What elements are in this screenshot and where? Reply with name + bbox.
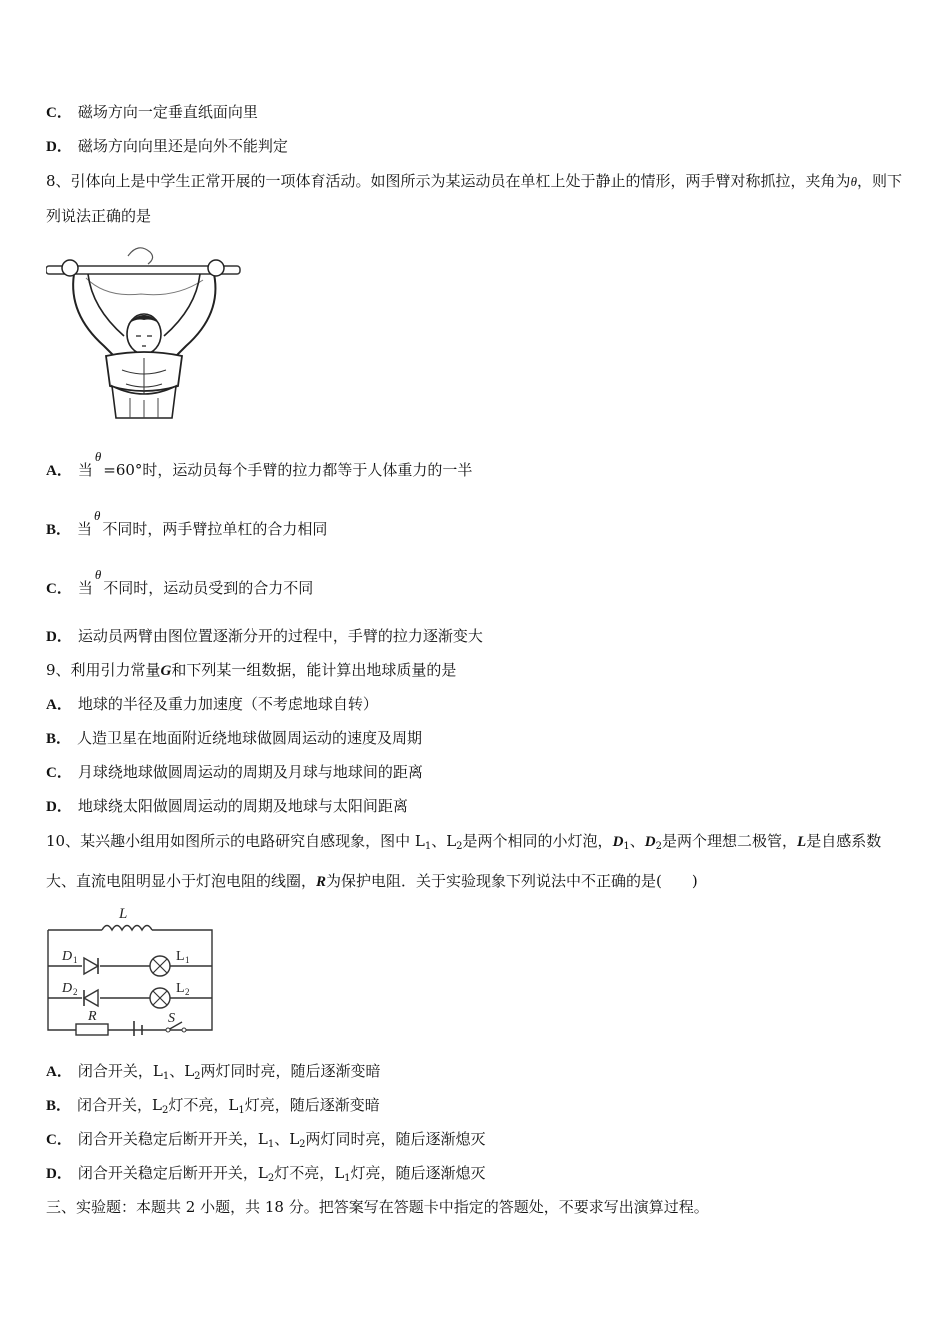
q10-option-b bbox=[46, 1095, 380, 1121]
label-l2-sub: 2 bbox=[185, 987, 190, 997]
theta-symbol: θ bbox=[94, 508, 101, 523]
q9-option-a bbox=[46, 694, 378, 715]
q10-stem-part: 是两个理想二极管， bbox=[662, 832, 798, 850]
subscript: 2 bbox=[456, 841, 463, 852]
subscript: 2 bbox=[194, 1071, 201, 1082]
option-text: 磁场方向一定垂直纸面向里 bbox=[77, 103, 258, 121]
option-text: 灯不亮，L bbox=[168, 1096, 239, 1114]
label-resistor: R bbox=[88, 1009, 97, 1024]
option-text: 运动员两臂由图位置逐渐分开的过程中，手臂的拉力逐渐变大 bbox=[77, 627, 483, 645]
option-label: B． bbox=[46, 731, 72, 747]
option-text: 闭合开关，L bbox=[77, 1062, 163, 1080]
theta-symbol: θ bbox=[94, 449, 102, 464]
q7-option-c bbox=[46, 102, 258, 123]
q10-stem-part: 、L bbox=[431, 832, 457, 850]
q8-stem bbox=[46, 164, 908, 233]
label-l2: L bbox=[176, 981, 185, 996]
q8-stem-end: ，则下列说法正确的是 bbox=[46, 172, 902, 225]
option-label: A． bbox=[46, 1064, 72, 1080]
option-text: 磁场方向向里还是向外不能判定 bbox=[77, 137, 288, 155]
subscript: 1 bbox=[424, 841, 432, 852]
subscript: 2 bbox=[267, 1173, 275, 1184]
label-d2: D bbox=[62, 981, 73, 996]
q10-stem bbox=[46, 824, 908, 899]
q10-option-a bbox=[46, 1061, 381, 1087]
label-inductor: L bbox=[119, 906, 128, 922]
subscript: 2 bbox=[655, 841, 663, 852]
q8-option-d bbox=[46, 626, 483, 647]
option-text: 、L bbox=[169, 1062, 195, 1080]
option-text: 闭合开关，L bbox=[77, 1096, 162, 1114]
option-text: 不同时，两手臂拉单杠的合力相同 bbox=[102, 520, 328, 538]
q10-option-c bbox=[46, 1129, 486, 1155]
option-text: =60°时，运动员每个手臂的拉力都等于人体重力的一半 bbox=[103, 461, 473, 479]
subscript: 1 bbox=[238, 1105, 245, 1116]
diode-d1 bbox=[84, 958, 98, 974]
option-text: 月球绕地球做圆周运动的周期及月球与地球间的距离 bbox=[77, 763, 423, 781]
option-text: 两灯同时亮，随后逐渐熄灭 bbox=[305, 1130, 486, 1148]
q10-stem-part: 是两个相同的小灯泡， bbox=[462, 832, 613, 850]
q9-stem-b: 和下列某一组数据，能计算出地球质量的是 bbox=[171, 661, 457, 679]
option-label: A． bbox=[46, 697, 72, 713]
option-label: B． bbox=[46, 522, 72, 538]
inductor-circuit-diagram bbox=[44, 900, 216, 1036]
option-label: B． bbox=[46, 1098, 72, 1114]
label-d2-sub: 2 bbox=[73, 987, 78, 997]
q8-stem-text: 8、引体向上是中学生正常开展的一项体育活动。如图所示为某运动员在单杠上处于静止的情形，两手臂对称抓拉，夹角为 bbox=[46, 172, 851, 190]
q10-stem-part: 、 bbox=[629, 832, 645, 850]
q10-stem-part: 为保护电阻．关于实验现象下列说法中不正确的是( ) bbox=[326, 872, 698, 890]
option-label: C． bbox=[46, 1132, 72, 1148]
q9-stem bbox=[46, 660, 456, 681]
subscript: 2 bbox=[161, 1105, 169, 1116]
label-d1: D bbox=[62, 949, 73, 964]
q9-stem-a: 9、利用引力常量 bbox=[46, 661, 161, 679]
option-label: A． bbox=[46, 463, 72, 479]
option-label: C． bbox=[46, 105, 72, 121]
q9-option-d bbox=[46, 796, 408, 817]
subscript: 2 bbox=[299, 1139, 306, 1150]
q10-option-d bbox=[46, 1163, 486, 1189]
option-text: 、L bbox=[274, 1130, 300, 1148]
diode-d2 bbox=[84, 990, 98, 1006]
subscript: 1 bbox=[623, 841, 630, 852]
option-label: D． bbox=[46, 799, 72, 815]
q10-stem-part: 10、某兴趣小组用如图所示的电路研究自感现象，图中 L bbox=[46, 832, 425, 850]
option-text: 灯亮，随后逐渐变暗 bbox=[244, 1096, 380, 1114]
option-text: 地球的半径及重力加速度（不考虑地球自转） bbox=[77, 695, 378, 713]
option-prefix: 当 bbox=[77, 461, 93, 479]
label-d1-sub: 1 bbox=[73, 955, 78, 965]
resistor-symbol: R bbox=[316, 874, 327, 890]
label-switch: S bbox=[168, 1011, 175, 1026]
option-label: C． bbox=[46, 581, 72, 597]
option-text: 闭合开关稳定后断开开关，L bbox=[77, 1130, 268, 1148]
option-text: 人造卫星在地面附近绕地球做圆周运动的速度及周期 bbox=[77, 729, 423, 747]
option-text: 两灯同时亮，随后逐渐变暗 bbox=[200, 1062, 381, 1080]
option-label: D． bbox=[46, 1166, 72, 1182]
subscript: 1 bbox=[344, 1173, 351, 1184]
label-l1-sub: 1 bbox=[185, 955, 190, 965]
section-3-heading: 三、实验题：本题共 2 小题，共 18 分。把答案写在答题卡中指定的答题处，不要求写出演算过程。 bbox=[46, 1198, 709, 1216]
option-label: D． bbox=[46, 629, 72, 645]
option-prefix: 当 bbox=[77, 579, 93, 597]
option-text: 闭合开关稳定后断开开关，L bbox=[77, 1164, 268, 1182]
label-l1: L bbox=[176, 949, 185, 964]
option-prefix: 当 bbox=[77, 520, 93, 538]
subscript: 1 bbox=[162, 1071, 170, 1082]
option-text: 地球绕太阳做圆周运动的周期及地球与太阳间距离 bbox=[77, 797, 408, 815]
diode-symbol: D bbox=[612, 834, 624, 850]
gravitational-constant-symbol: G bbox=[160, 663, 172, 679]
q8-option-c bbox=[46, 567, 314, 599]
q8-option-b bbox=[46, 508, 328, 540]
option-label: D． bbox=[46, 139, 72, 155]
option-text: 不同时，运动员受到的合力不同 bbox=[103, 579, 314, 597]
theta-symbol: θ bbox=[850, 174, 857, 189]
pullup-athlete-figure bbox=[46, 238, 242, 420]
option-label: C． bbox=[46, 765, 72, 781]
q8-option-a bbox=[46, 449, 473, 481]
theta-symbol: θ bbox=[94, 567, 102, 582]
q9-option-b bbox=[46, 728, 422, 749]
subscript: 1 bbox=[267, 1139, 275, 1150]
diode-symbol: D bbox=[644, 834, 656, 850]
q7-option-d bbox=[46, 136, 288, 157]
option-text: 灯不亮，L bbox=[274, 1164, 345, 1182]
q10-stem-part: 是自感系数大、直流电阻明显小于灯泡电阻的线圈， bbox=[46, 832, 882, 890]
option-text: 灯亮，随后逐渐熄灭 bbox=[350, 1164, 486, 1182]
q9-option-c bbox=[46, 762, 423, 783]
inductor-symbol: L bbox=[797, 834, 807, 850]
